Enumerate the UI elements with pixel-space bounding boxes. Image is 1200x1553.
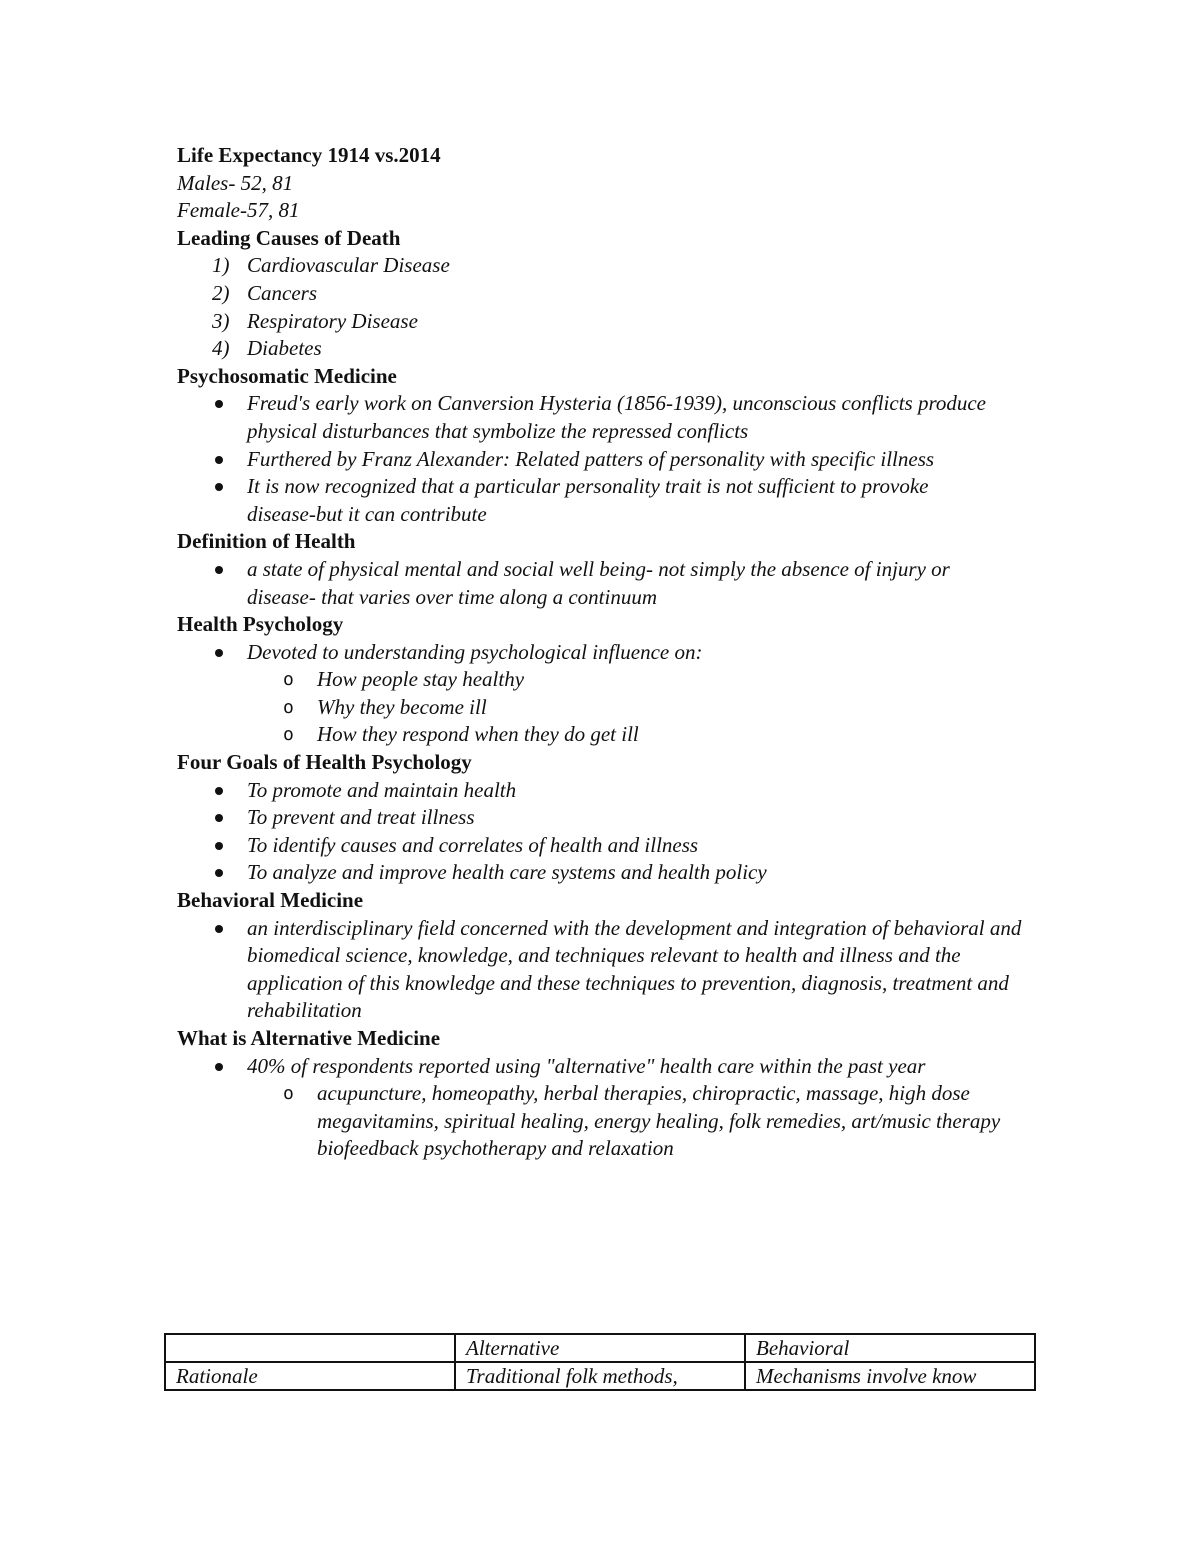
list-item bbox=[177, 446, 982, 474]
health-psychology-heading: Health Psychology bbox=[177, 612, 344, 637]
female-life-expectancy: Female-57, 81 bbox=[177, 198, 300, 223]
list-item-text: Freud's early work on Canversion Hysteria (1856-1939), unconscious conflicts produce physical disturbances that symbolize the repressed conflicts bbox=[247, 391, 986, 443]
list-item-text: Devoted to understanding psychological influence on: bbox=[247, 639, 703, 664]
life-expectancy-heading: Life Expectancy 1914 vs.2014 bbox=[177, 143, 441, 167]
alternative-medicine-heading: What is Alternative Medicine bbox=[177, 1026, 441, 1050]
list-item bbox=[177, 252, 1037, 280]
bullet-icon bbox=[215, 483, 223, 491]
list-item-text: Furthered by Franz Alexander: Related patters of personality with specific illness bbox=[247, 446, 935, 471]
list-item-text: To prevent and treat illness bbox=[247, 805, 475, 830]
table-cell: Rationale bbox=[165, 1362, 455, 1390]
circle-bullet-icon: o bbox=[283, 669, 294, 691]
table-cell: Traditional folk methods, bbox=[455, 1362, 745, 1390]
bullet-icon bbox=[215, 566, 223, 574]
circle-bullet-icon: o bbox=[283, 724, 294, 746]
list-item bbox=[177, 639, 1037, 667]
bullet-icon bbox=[215, 814, 223, 822]
list-item bbox=[177, 390, 1017, 445]
list-item-text: Cancers bbox=[247, 280, 317, 305]
sub-list-item-text: How people stay healthy bbox=[317, 667, 525, 692]
table-cell bbox=[165, 1334, 455, 1362]
comparison-table bbox=[164, 1333, 1036, 1391]
behavioral-medicine-heading: Behavioral Medicine bbox=[177, 888, 364, 913]
bullet-icon bbox=[215, 456, 223, 464]
sub-list-item bbox=[177, 666, 1037, 694]
list-item bbox=[177, 556, 982, 611]
four-goals-heading: Four Goals of Health Psychology bbox=[177, 750, 472, 775]
males-life-expectancy: Males- 52, 81 bbox=[177, 170, 294, 195]
list-item-text: 40% of respondents reported using "alternative" health care within the past year bbox=[247, 1053, 926, 1078]
list-item bbox=[177, 335, 1037, 363]
list-number: 2) bbox=[212, 280, 230, 305]
list-item-text: To analyze and improve health care systems and health policy bbox=[247, 860, 767, 885]
sub-list-item-text: How they respond when they do get ill bbox=[317, 722, 639, 747]
definition-health-list bbox=[177, 556, 1037, 611]
bullet-icon bbox=[215, 787, 223, 795]
bullet-icon bbox=[215, 649, 223, 657]
bullet-icon bbox=[215, 1063, 223, 1071]
table-row bbox=[165, 1362, 1035, 1390]
list-item-text: Diabetes bbox=[247, 336, 322, 361]
sub-list-item bbox=[177, 694, 1037, 722]
bullet-icon bbox=[215, 869, 223, 877]
health-psychology-list bbox=[177, 639, 1037, 749]
list-item bbox=[177, 1053, 992, 1081]
list-item bbox=[177, 915, 1037, 1025]
list-item-text: Respiratory Disease bbox=[247, 308, 418, 333]
list-item-text: a state of physical mental and social well being- not simply the absence of injury or disease- that varies over time along a continuum bbox=[247, 556, 950, 609]
circle-bullet-icon: o bbox=[283, 1083, 294, 1105]
table-header-row bbox=[165, 1334, 1035, 1362]
list-item-text: It is now recognized that a particular personality trait is not sufficient to provoke disease-but it can contribute bbox=[247, 474, 929, 526]
document-page bbox=[177, 142, 1037, 1163]
list-item bbox=[177, 804, 1037, 832]
sub-list-item bbox=[177, 721, 1037, 749]
four-goals-list bbox=[177, 777, 1037, 887]
list-item bbox=[177, 473, 982, 528]
table-cell: Alternative bbox=[455, 1334, 745, 1362]
psychosomatic-list bbox=[177, 390, 1037, 528]
list-item-text: To identify causes and correlates of health and illness bbox=[247, 832, 699, 857]
sub-list-item-text: Why they become ill bbox=[317, 694, 487, 719]
bullet-icon bbox=[215, 842, 223, 850]
list-number: 1) bbox=[212, 253, 230, 278]
list-item bbox=[177, 280, 1037, 308]
list-item bbox=[177, 859, 1037, 887]
leading-causes-heading: Leading Causes of Death bbox=[177, 225, 401, 250]
list-item bbox=[177, 777, 1037, 805]
circle-bullet-icon: o bbox=[283, 696, 294, 718]
bullet-icon bbox=[215, 925, 223, 933]
list-item-text: To promote and maintain health bbox=[247, 777, 517, 802]
table-cell: Behavioral bbox=[745, 1334, 1035, 1362]
table-cell: Mechanisms involve know bbox=[745, 1362, 1035, 1390]
list-number: 3) bbox=[212, 308, 230, 333]
leading-causes-list bbox=[177, 252, 1037, 362]
sub-list-item-text: acupuncture, homeopathy, herbal therapies, chiropractic, massage, high dose megavitamins, spiritual healing, energy healing, folk remedies, art/music therapy biofeedback psychotherapy and relaxation bbox=[317, 1081, 1001, 1161]
definition-health-heading: Definition of Health bbox=[177, 529, 356, 554]
list-item bbox=[177, 308, 1037, 336]
list-number: 4) bbox=[212, 336, 230, 361]
list-item bbox=[177, 832, 1037, 860]
behavioral-medicine-list bbox=[177, 915, 1037, 1025]
list-item-text: Cardiovascular Disease bbox=[247, 253, 450, 278]
bullet-icon bbox=[215, 400, 223, 408]
sub-list-item bbox=[177, 1080, 1027, 1163]
psychosomatic-heading: Psychosomatic Medicine bbox=[177, 363, 397, 388]
alternative-medicine-list bbox=[177, 1053, 1037, 1163]
list-item-text: an interdisciplinary field concerned with the development and integration of behavioral and biomedical science, knowledge, and techniques relevant to health and illness and the application of this knowledge and these techniques to prevention, diagnosis, treatment and rehabilitation bbox=[247, 915, 1022, 1023]
